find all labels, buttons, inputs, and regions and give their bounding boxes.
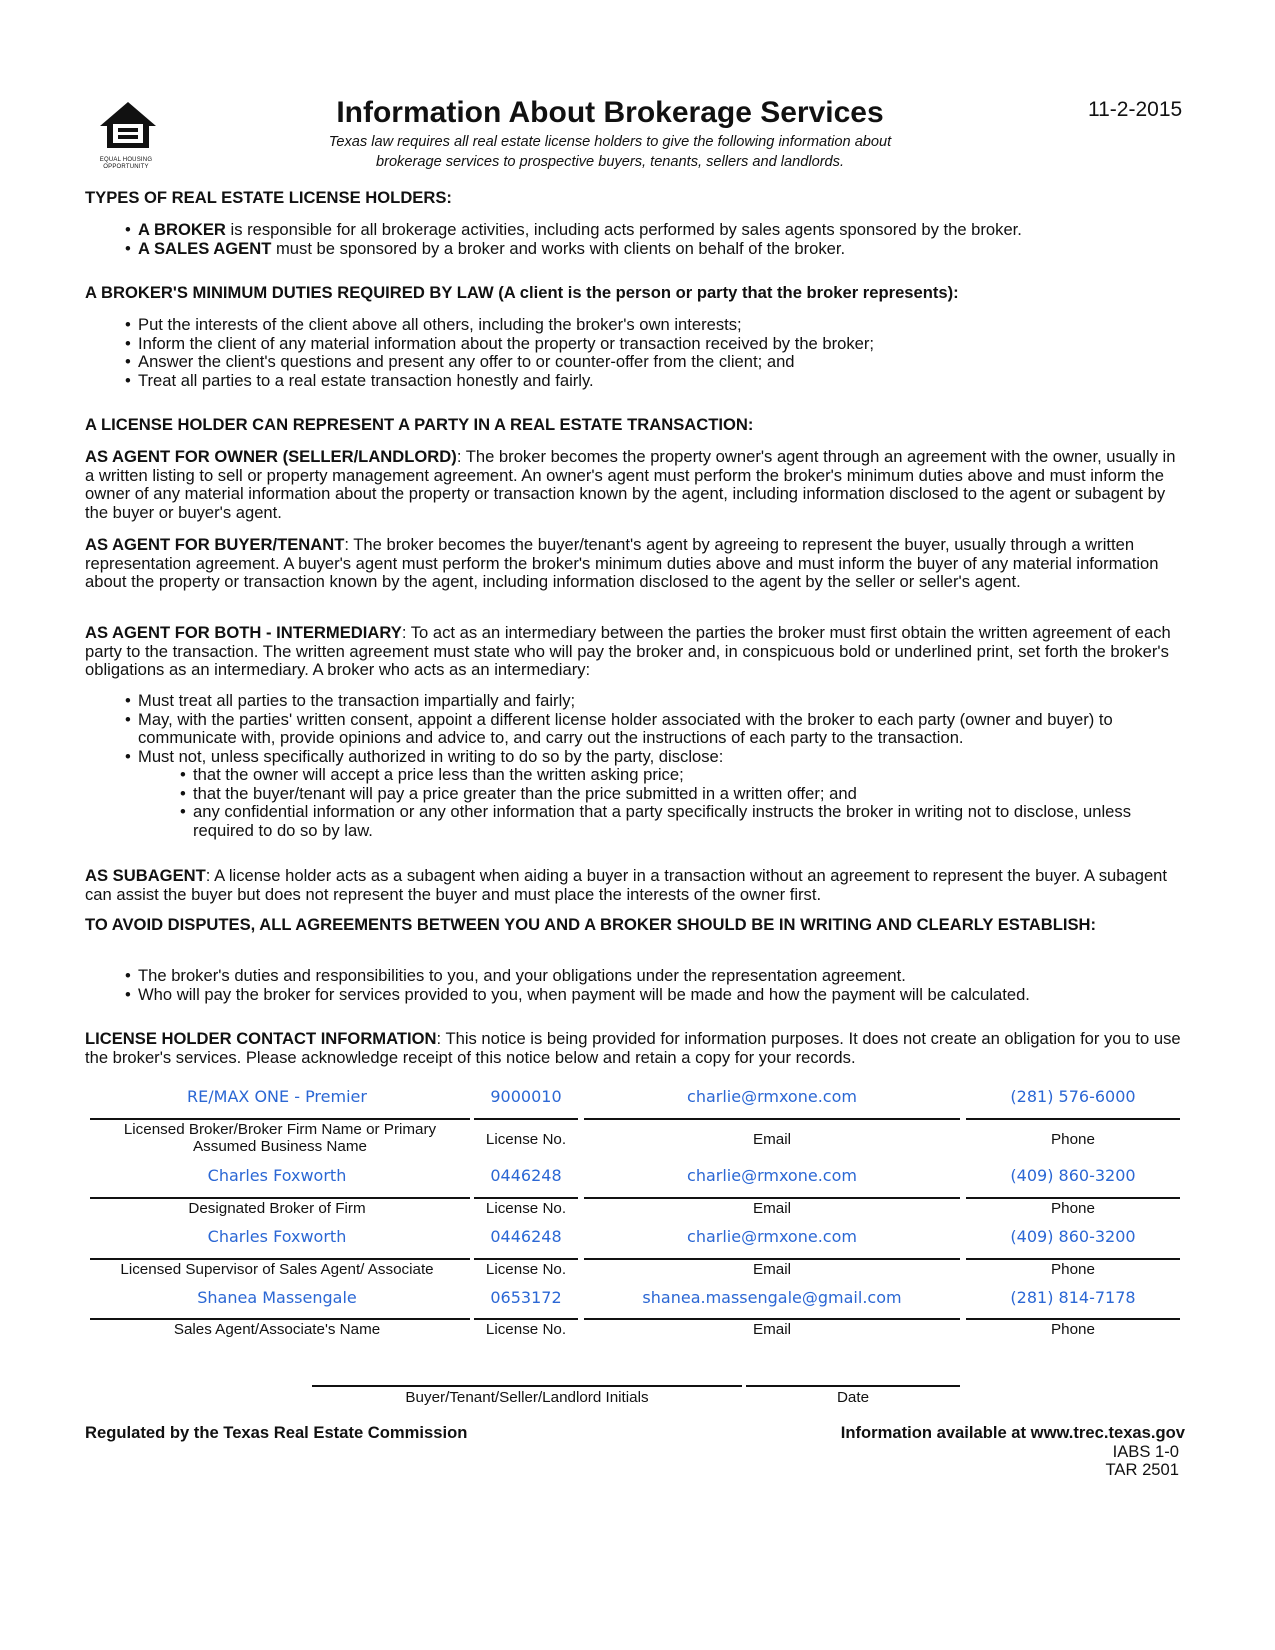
email-label: Email [753, 1200, 791, 1217]
list-item: • any confidential information or any other information that a party specifically instructs the broker in writing not to disclose, unless required to do so by law. [180, 803, 1140, 840]
duties-list [125, 316, 1195, 390]
designated-broker-email-field[interactable]: charlie@rmxone.com [687, 1166, 857, 1185]
represent-heading: A LICENSE HOLDER CAN REPRESENT A PARTY IN A REAL ESTATE TRANSACTION: [85, 415, 754, 434]
form-code: IABS 1-0 [1112, 1441, 1179, 1461]
tar-code: TAR 2501 [1105, 1460, 1179, 1480]
buyer-agent-paragraph: AS AGENT FOR BUYER/TENANT: The broker becomes the buyer/tenant's agent by agreeing to represent the buyer, usually through a written representation agreement. A buyer's agent must perform the broker's minimum duties above and must inform the buyer of any material information about the property or transaction known by the agent, including information disclosed to the agent by the seller or seller's agent. [85, 535, 1159, 592]
email-label: Email [753, 1131, 791, 1148]
page-subtitle: Texas law requires all real estate license holders to give the following information about brokerage services to prospective buyers, tenants, sellers and landlords. [328, 134, 892, 170]
divider [474, 1258, 578, 1260]
phone-label: Phone [1051, 1261, 1095, 1278]
date-label: Date [836, 1389, 870, 1406]
broker-firm-name-field[interactable]: RE/MAX ONE - Premier [187, 1087, 367, 1106]
phone-label: Phone [1051, 1321, 1095, 1338]
divider [90, 1258, 470, 1260]
broker-firm-name-label: Licensed Broker/Broker Firm Name or Primary Assumed Business Name [123, 1121, 437, 1155]
divider [90, 1197, 470, 1199]
footer-right [841, 1424, 1185, 1480]
duties-heading: A BROKER'S MINIMUM DUTIES REQUIRED BY LAW (A client is the person or party that the broker represents): [85, 283, 959, 302]
divider [90, 1318, 470, 1320]
sales-agent-label: Sales Agent/Associate's Name [173, 1321, 381, 1338]
list-item: • Put the interests of the client above all others, including the broker's own interests; [125, 316, 1195, 335]
email-label: Email [753, 1261, 791, 1278]
list-item: • Answer the client's questions and present any offer to or counter-offer from the client; and [125, 353, 1195, 372]
list-item: • May, with the parties' written consent, appoint a different license holder associated with the broker to each party (owner and buyer) to communicate with, provide opinions and advice to, and carry out the instructions of each party to the transaction. [125, 711, 1185, 748]
designated-broker-phone-field[interactable]: (409) 860-3200 [1010, 1166, 1136, 1185]
owner-agent-paragraph: AS AGENT FOR OWNER (SELLER/LANDLORD): The broker becomes the property owner's agent through an agreement with the owner, usually in a written listing to sell or property management agreement. An owner's agent must perform the broker's minimum duties above and must inform the owner of any material information about the property or transaction known by the agent, including information disclosed to the agent or subagent by the buyer or buyer's agent. [85, 447, 1176, 522]
divider [474, 1318, 578, 1320]
sales-agent-email-field[interactable]: shanea.massengale@gmail.com [642, 1288, 902, 1307]
list-item: • that the owner will accept a price less than the written asking price; [180, 766, 1140, 785]
contact-paragraph: LICENSE HOLDER CONTACT INFORMATION: This notice is being provided for information purposes. It does not create an obligation for you to use the broker's services. Please acknowledge receipt of this notice below and retain a copy for your records. [85, 1029, 1181, 1067]
list-item: • Treat all parties to a real estate transaction honestly and fairly. [125, 372, 1195, 391]
logo-text-line2: OPPORTUNITY [103, 164, 149, 170]
broker-firm-license-field[interactable]: 9000010 [490, 1087, 562, 1106]
divider [584, 1318, 960, 1320]
divider [474, 1118, 578, 1120]
list-item: • A SALES AGENT must be sponsored by a broker and works with clients on behalf of the broker. [125, 240, 1195, 259]
house-icon [98, 100, 158, 152]
license-label: License No. [485, 1131, 567, 1148]
intermediary-paragraph: AS AGENT FOR BOTH - INTERMEDIARY: To act as an intermediary between the parties the broker must first obtain the written agreement of each party to the transaction. The written agreement must state who will pay the broker and, in conspicuous bold or underlined print, set forth the broker's obligations as an intermediary. A broker who acts as an intermediary: [85, 623, 1171, 680]
sales-agent-phone-field[interactable]: (281) 814-7178 [1010, 1288, 1136, 1307]
phone-label: Phone [1051, 1131, 1095, 1148]
divider [584, 1118, 960, 1120]
footer-regulated: Regulated by the Texas Real Estate Commission [85, 1423, 468, 1442]
equal-housing-opportunity-logo [98, 100, 158, 172]
date-field[interactable] [746, 1385, 960, 1387]
sales-agent-license-field[interactable]: 0653172 [490, 1288, 562, 1307]
list-item: • Inform the client of any material information about the property or transaction received by the broker; [125, 335, 1195, 354]
list-item: • Who will pay the broker for services provided to you, when payment will be made and how the payment will be calculated. [125, 986, 1195, 1005]
page-title: Information About Brokerage Services [336, 96, 884, 129]
intermediary-sublist [180, 766, 1140, 840]
divider [584, 1197, 960, 1199]
initials-label: Buyer/Tenant/Seller/Landlord Initials [405, 1389, 649, 1406]
form-date: 11-2-2015 [1088, 98, 1183, 121]
license-label: License No. [485, 1200, 567, 1217]
supervisor-name-field[interactable]: Charles Foxworth [207, 1227, 347, 1246]
supervisor-phone-field[interactable]: (409) 860-3200 [1010, 1227, 1136, 1246]
designated-broker-name-field[interactable]: Charles Foxworth [207, 1166, 347, 1185]
designated-broker-license-field[interactable]: 0446248 [490, 1166, 562, 1185]
intermediary-list [125, 692, 1185, 766]
types-list [125, 221, 1195, 258]
broker-firm-email-field[interactable]: charlie@rmxone.com [687, 1087, 857, 1106]
divider [966, 1118, 1180, 1120]
list-item: • that the buyer/tenant will pay a price greater than the price submitted in a written offer; and [180, 785, 1140, 804]
supervisor-label: Licensed Supervisor of Sales Agent/ Associate [120, 1261, 434, 1278]
supervisor-license-field[interactable]: 0446248 [490, 1227, 562, 1246]
list-item: • The broker's duties and responsibilities to you, and your obligations under the representation agreement. [125, 967, 1195, 986]
list-item: • Must treat all parties to the transaction impartially and fairly; [125, 692, 1185, 711]
divider [966, 1197, 1180, 1199]
email-label: Email [753, 1321, 791, 1338]
phone-label: Phone [1051, 1200, 1095, 1217]
list-item: • Must not, unless specifically authorized in writing to do so by the party, disclose: [125, 748, 1185, 767]
broker-firm-phone-field[interactable]: (281) 576-6000 [1010, 1087, 1136, 1106]
license-label: License No. [485, 1321, 567, 1338]
types-heading: TYPES OF REAL ESTATE LICENSE HOLDERS: [85, 188, 452, 207]
divider [474, 1197, 578, 1199]
footer-info-link: Information available at www.trec.texas.gov [840, 1423, 1185, 1442]
list-item: • A BROKER is responsible for all brokerage activities, including acts performed by sales agents sponsored by the broker. [125, 221, 1195, 240]
disputes-heading: TO AVOID DISPUTES, ALL AGREEMENTS BETWEEN YOU AND A BROKER SHOULD BE IN WRITING AND CLEARLY ESTABLISH: [85, 915, 1097, 934]
supervisor-email-field[interactable]: charlie@rmxone.com [687, 1227, 857, 1246]
divider [966, 1258, 1180, 1260]
subagent-paragraph: AS SUBAGENT: A license holder acts as a subagent when aiding a buyer in a transaction without an agreement to represent the buyer. A subagent can assist the buyer but does not represent the buyer and must place the interests of the owner first. [85, 866, 1168, 904]
divider [966, 1318, 1180, 1320]
divider [584, 1258, 960, 1260]
logo-text-line1: EQUAL HOUSING [99, 157, 153, 163]
initials-field[interactable] [312, 1385, 742, 1387]
sales-agent-name-field[interactable]: Shanea Massengale [197, 1288, 357, 1307]
license-label: License No. [485, 1261, 567, 1278]
divider [90, 1118, 470, 1120]
designated-broker-label: Designated Broker of Firm [188, 1200, 366, 1217]
disputes-list [125, 967, 1195, 1004]
